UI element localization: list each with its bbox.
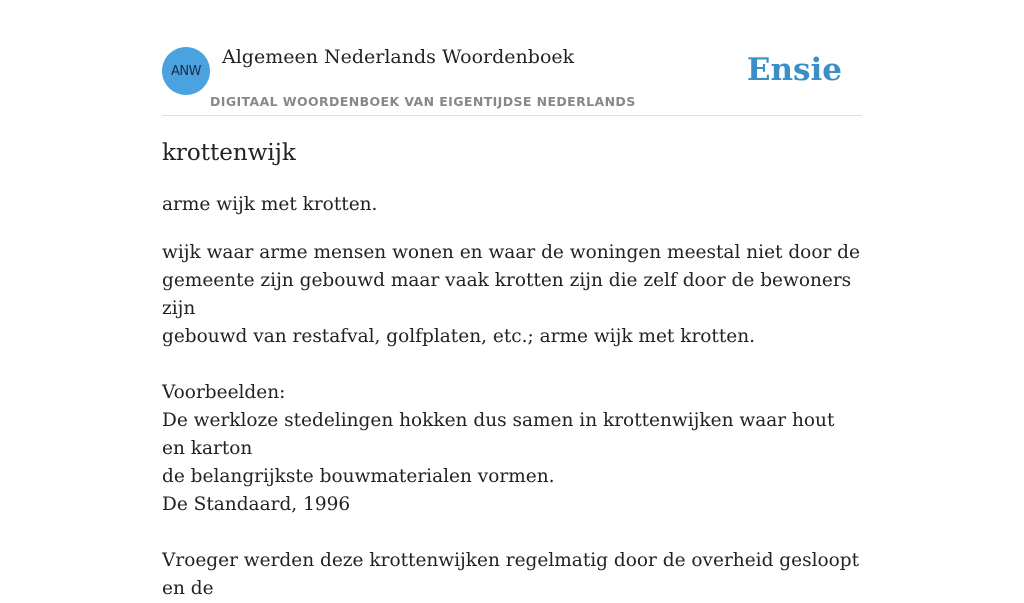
anw-logo[interactable] (162, 47, 210, 95)
definition-line: gebouwd van restafval, golfplaten, etc.; arme wijk met krotten. (162, 326, 756, 347)
definition-line: gemeente zijn gebouwd maar vaak krotten zijn die zelf door de bewoners zijn (162, 270, 852, 319)
example-line: de belangrijkste bouwmaterialen vormen. (162, 466, 555, 487)
entry-headword: krottenwijk (162, 140, 296, 166)
ensie-brand-logo[interactable]: Ensie (746, 52, 842, 88)
definition-line: wijk waar arme mensen wonen en waar de woningen meestal niet door de (162, 242, 860, 263)
examples-label: Voorbeelden: (162, 382, 286, 403)
spacer (162, 519, 862, 547)
site-header (162, 0, 862, 116)
short-definition: arme wijk met krotten. (162, 194, 378, 215)
site-title[interactable]: Algemeen Nederlands Woordenboek (222, 46, 575, 68)
example-source: De Standaard, 1996 (162, 494, 351, 515)
logo-text: ANW (171, 63, 201, 79)
spacer (162, 351, 862, 379)
example-line: Vroeger werden deze krottenwijken regelmatig door de overheid gesloopt en de (162, 550, 860, 599)
long-definition-block (162, 239, 862, 603)
page-container (162, 0, 862, 599)
site-subtitle: DIGITAAL WOORDENBOEK VAN EIGENTIJDSE NEDERLANDS (210, 94, 636, 109)
example-line: De werkloze stedelingen hokken dus samen in krottenwijken waar hout en karton (162, 410, 835, 459)
